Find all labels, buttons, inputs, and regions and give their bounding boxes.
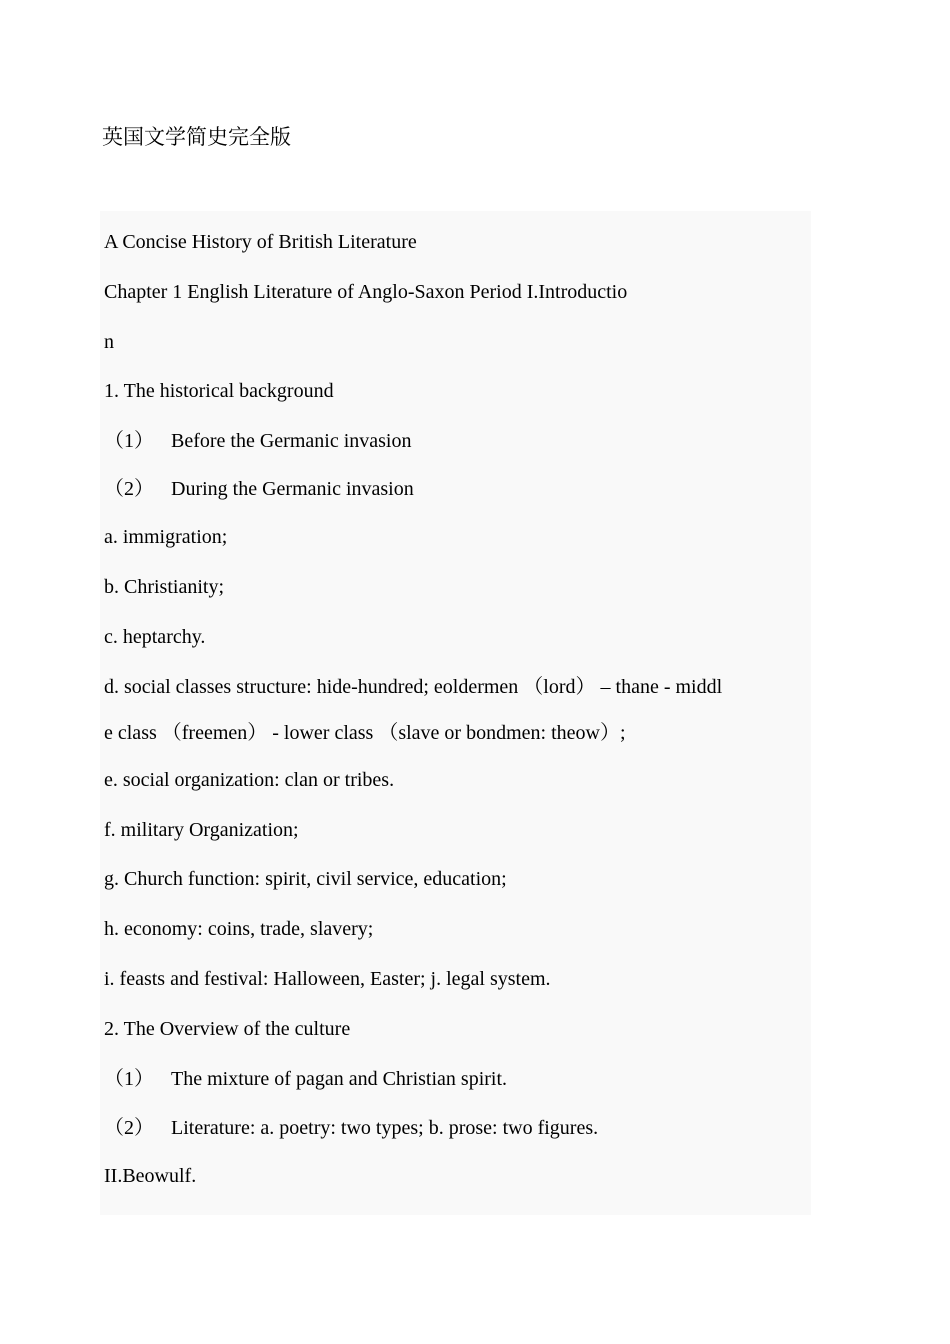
sub-item-g: g. Church function: spirit, civil service, education; [104, 868, 507, 890]
list-item-number: （2） [104, 1117, 154, 1139]
sub-item-d-line-1: d. social classes structure: hide-hundred; eoldermen （lord） – thane - middl [104, 676, 723, 698]
sub-item-a: a. immigration; [104, 526, 228, 548]
sub-item-h: h. economy: coins, trade, slavery; [104, 918, 374, 940]
sub-item-e: e. social organization: clan or tribes. [104, 769, 395, 791]
list-item-number: （1） [104, 430, 154, 452]
document-title: 英国文学简史完全版 [102, 125, 291, 149]
list-item [104, 1115, 598, 1141]
sub-item-c: c. heptarchy. [104, 626, 206, 648]
list-item-text: Literature: a. poetry: two types; b. prose: two figures. [171, 1117, 599, 1139]
list-item-text: The mixture of pagan and Christian spirit. [171, 1068, 508, 1090]
list-item [104, 1066, 507, 1092]
book-title: A Concise History of British Literature [104, 231, 417, 253]
list-item [104, 428, 411, 454]
sub-item-f: f. military Organization; [104, 819, 299, 841]
section-historical-background: 1. The historical background [104, 380, 334, 402]
list-item-text: During the Germanic invasion [171, 478, 414, 500]
list-item [104, 476, 414, 502]
content-block [100, 211, 811, 1215]
chapter-heading-line-1: Chapter 1 English Literature of Anglo-Saxon Period I.Introductio [104, 281, 628, 303]
sub-item-i: i. feasts and festival: Halloween, Easter; j. legal system. [104, 968, 551, 990]
list-item-number: （1） [104, 1068, 154, 1090]
section-beowulf: II.Beowulf. [104, 1165, 197, 1187]
sub-item-d-line-2: e class （freemen） - lower class （slave or bondmen: theow）; [104, 722, 626, 744]
list-item-number: （2） [104, 478, 154, 500]
section-culture-overview: 2. The Overview of the culture [104, 1018, 351, 1040]
list-item-text: Before the Germanic invasion [171, 430, 412, 452]
chapter-heading-line-2: n [104, 331, 114, 353]
sub-item-b: b. Christianity; [104, 576, 224, 598]
